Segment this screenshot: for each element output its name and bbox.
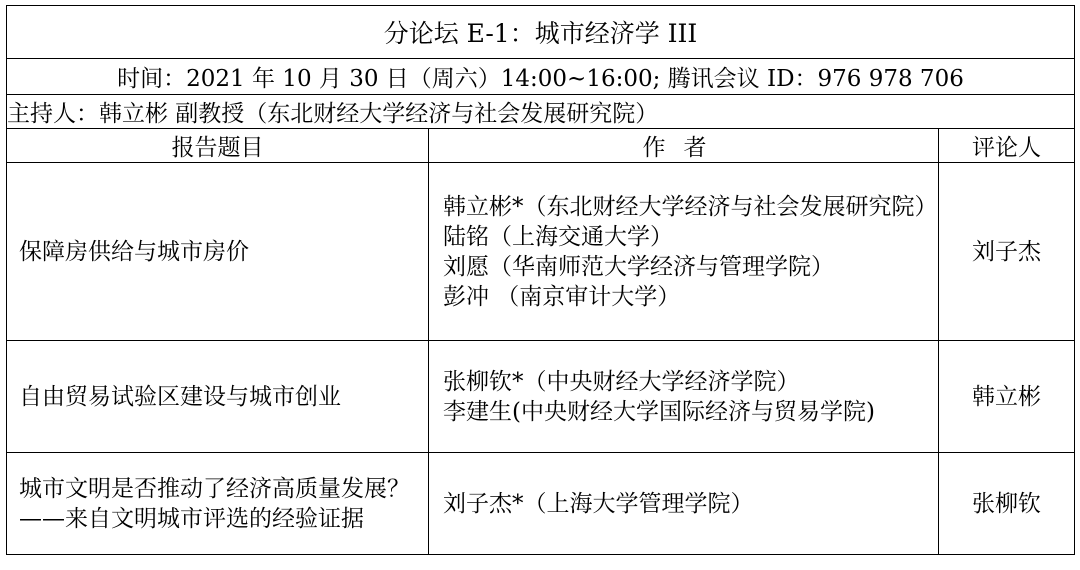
forum-title: 分论坛 E-1：城市经济学 III [7,6,1075,59]
host-row [7,95,1075,129]
agenda-frame [6,5,1074,565]
forum-host: 主持人：韩立彬 副教授（东北财经大学经济与社会发展研究院） [7,95,1075,129]
talk-authors [429,163,939,341]
author-entry: 韩立彬*（东北财经大学经济与社会发展研究院） [443,193,938,220]
title-row [7,6,1075,59]
column-header-author: 作者 [429,129,939,163]
author-entry: 刘子杰*（上海大学管理学院） [443,490,754,517]
talk-topic: 自由贸易试验区建设与城市创业 [7,341,429,453]
forum-agenda-table [6,5,1075,555]
talk-discussant: 韩立彬 [939,341,1075,453]
column-header-discussant: 评论人 [939,129,1075,163]
author-entry: 刘愿（华南师范大学经济与管理学院） [443,253,834,280]
author-entry: 陆铭（上海交通大学） [443,223,673,250]
talk-authors [429,453,939,555]
table-row [7,341,1075,453]
column-header-topic: 报告题目 [7,129,429,163]
table-header-row [7,129,1075,163]
author-entry: 彭冲 （南京审计大学） [443,283,681,310]
talk-discussant: 刘子杰 [939,163,1075,341]
talk-topic: 城市文明是否推动了经济高质量发展？——来自文明城市评选的经验证据 [7,453,429,555]
table-row [7,163,1075,341]
time-row [7,59,1075,95]
author-entry: 李建生(中央财经大学国际经济与贸易学院) [443,398,875,425]
talk-topic: 保障房供给与城市房价 [7,163,429,341]
author-entry: 张柳钦*（中央财经大学经济学院） [443,368,800,395]
talk-discussant: 张柳钦 [939,453,1075,555]
forum-time: 时间：2021 年 10 月 30 日（周六）14:00~16:00; 腾讯会议 ID：976 978 706 [7,59,1075,95]
table-row [7,453,1075,555]
talk-authors [429,341,939,453]
